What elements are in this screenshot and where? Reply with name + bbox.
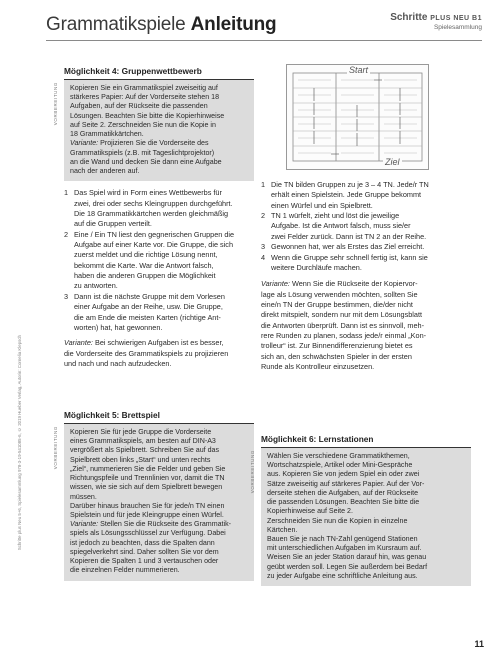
section-gruppenwettbewerb: [53, 66, 254, 369]
brettspiel-steps: [261, 180, 471, 372]
preparation-box: VORBEREITUNG Kopieren Sie für jede Gruppe die Vorderseite eines Grammatikspiels, am besten auf DIN-A3 vergrößert als Spielbrett. Schreiben Sie auf das Spielbrett oben links „Start“ und unten rechts „Ziel“, nummerieren Sie die Felder und geben Sie Richtungspfeile und Trennlinien vor, damit die TN wissen, wie sie sich auf dem Spielbrett bewegen müssen. Darüber hinaus brauchen Sie für jede/n TN einen Spielstein und für jede Kleingruppe einen Würfel. Variante: Stellen Sie die Rückseite des Grammatik- spiels als Lösungsschlüssel zur Verfügung. Dabei ist jedoch zu beachten, dass die Spalten dann spiegelverkehrt sind. Daher sollten Sie vor dem Kopieren die Spalten 1 und 3 vertauschen oder die einzelnen Felder nummerieren.: [64, 424, 254, 581]
step-item: 2 Eine / Ein TN liest den gegnerischen Gruppen die Aufgabe auf einer Karte vor. Die Gruppe, die sich zuerst meldet und die richtige Lösung nennt, bekommt die Karte. War die Antwort falsch, haben die anderen Gruppen die Möglichkeit zu antworten.: [64, 229, 235, 291]
step-item: 1 Das Spiel wird in Form eines Wettbewerbs für zwei, drei oder sechs Kleingruppen durchgeführt. Die 18 Grammatikkärtchen werden gleichmäßig auf die Gruppen verteilt.: [64, 188, 233, 229]
section-lernstationen: [250, 434, 471, 586]
board-game-illustration: [286, 64, 429, 170]
header-divider: [46, 40, 482, 41]
start-label: Start: [349, 65, 369, 75]
section-title: Möglichkeit 6: Lernstationen: [261, 434, 374, 444]
step-item: 4 Wenn die Gruppe sehr schnell fertig ist, kann sie weitere Durchläufe machen.: [261, 252, 428, 272]
brand-logo: Schritte PLUS NEU B1 Spielesammlung: [390, 12, 482, 31]
goal-label: Ziel: [385, 157, 400, 167]
variant-note: Variante: Wenn Sie die Rückseite der Kopiervor- lage als Lösung verwenden möchten, sollten Sie eine/n TN der Gruppe bestimmen, die/der nicht direkt mitspielt, sondern nur mit dem Lösungsblatt die Antworten überprüft. Dann ist es sinnvoll, meh- rere Runden zu planen, sodass jede/r einmal „Kon- trolleur“ ist. Zur Binnendifferenzierung bietet es sich an, den schwächsten Spieler in der ersten Runde als Kontrolleur einzusetzen.: [261, 279, 427, 372]
preparation-box: VORBEREITUNG Wählen Sie verschiedene Grammatikthemen, Wortschatzspiele, Artikel oder Mini-Gespräche aus. Kopieren Sie von jedem Spiel ein oder zwei Sätze zweiseitig auf stärkeres Papier. Auf der Vor- derseite stehen die Aufgaben, auf der Rückseite die passenden Lösungen. Beachten Sie bitte die Kopierhinweise auf Seite 2. Zerschneiden Sie nun die Kopien in einzelne Kärtchen. Bauen Sie je nach TN-Zahl genügend Stationen mit unterschiedlichen Aufgaben im Kursraum auf. Weisen Sie an jeder Station darauf hin, was genau geübt werden soll. Legen Sie außerdem bei Bedarf zu jeder Aufgabe eine schriftliche Anleitung aus.: [261, 448, 471, 586]
variant-note: Variante: Bei schwierigen Aufgaben ist es besser, die Vorderseite des Grammatikspiels zu projizieren und nach und nach aufzudecken.: [64, 338, 229, 368]
step-item: 3 Gewonnen hat, wer als Erstes das Ziel erreicht.: [261, 242, 425, 252]
copyright-note: Schritte plus Neu 5+6, Spielesammlung 978-3-19-541085-6, © 2019 Hueber Verlag, Autorin: Cornelia Klepsch: [17, 335, 22, 551]
section-title: Möglichkeit 4: Gruppenwettbewerb: [64, 66, 202, 76]
section-brettspiel: [53, 410, 254, 581]
step-item: 2 TN 1 würfelt, zieht und löst die jeweilige Aufgabe. Ist die Antwort falsch, muss sie/er zwei Felder zurück. Dann ist TN 2 an der Reihe.: [261, 211, 427, 241]
section-title: Möglichkeit 5: Brettspiel: [64, 410, 160, 420]
step-item: 1 Die TN bilden Gruppen zu je 3 – 4 TN. Jede/r TN erhält einen Spielstein. Jede Gruppe bekommt einen Würfel und ein Spielbrett.: [261, 180, 429, 210]
step-item: 3 Dann ist die nächste Gruppe mit dem Vorlesen einer Aufgabe an der Reihe, usw. Die Gruppe, die am Ende die meisten Karten (richtige Ant- worten) hat, hat gewonnen.: [64, 291, 225, 332]
step-list: [64, 188, 254, 333]
page-number: 11: [474, 639, 484, 649]
preparation-box: VORBEREITUNG Kopieren Sie ein Grammatikspiel zweiseitig auf stärkeres Papier: Auf der Vorderseite stehen 18 Aufgaben, auf der Rückseite die passenden Lösungen. Beachten Sie bitte die Kopierhinweise auf Seite 2. Zerschneiden Sie nun die Kopie in 18 Grammatikkärtchen. Variante: Projizieren Sie die Vorderseite des Grammatikspiels (z.B. mit Tageslichtprojektor) an die Wand und decken Sie dann eine Aufgabe nach der anderen auf.: [64, 80, 254, 181]
step-list: [261, 180, 471, 273]
page-title: Grammatikspiele Anleitung: [46, 14, 277, 35]
